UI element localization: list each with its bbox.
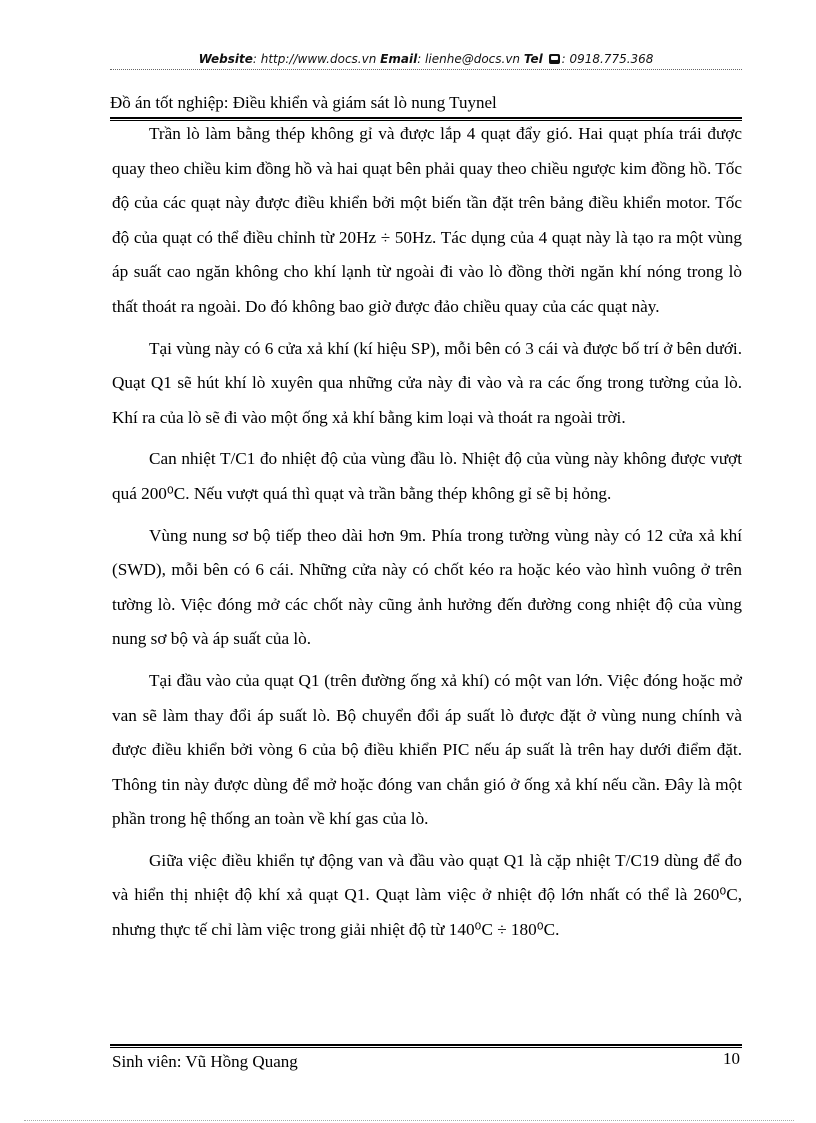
paragraph: Can nhiệt T/C1 đo nhiệt độ của vùng đầu lò. Nhiệt độ của vùng này không được vượt quá 200⁰C. Nếu vượt quá thì quạt và trần bằng thép không gỉ sẽ bị hỏng. [112,449,742,503]
page-number: 10 [723,1049,740,1068]
footer-divider [110,1044,742,1046]
footer-divider-thin [110,1047,742,1048]
site-header [110,52,742,68]
tel-label: Tel [523,52,543,66]
body-text [112,117,742,955]
paragraph: Trần lò làm bằng thép không gỉ và được lắp 4 quạt đẩy gió. Hai quạt phía trái được quay theo chiều kim đồng hồ và hai quạt bên phải quay theo chiều ngược kim đồng hồ. Tốc độ của các quạt này được điều khiển bởi một biến tần đặt trên bảng điều khiển motor. Tốc độ của quạt có thể điều chỉnh từ 20Hz ÷ 50Hz. Tác dụng của 4 quạt này là tạo ra một vùng áp suất cao ngăn không cho khí lạnh từ ngoài đi vào lò đồng thời ngăn khí nóng trong lò thất thoát ra ngoài. Do đó không bao giờ được đảo chiều quay của các quạt này. [112,124,742,316]
phone-icon [549,54,560,64]
page-bottom-border [24,1120,794,1121]
paragraph: Giữa việc điều khiển tự động van và đầu vào quạt Q1 là cặp nhiệt T/C19 dùng để đo và hiển thị nhiệt độ khí xả quạt Q1. Quạt làm việc ở nhiệt độ lớn nhất có thể là 260⁰C, nhưng thực tế chỉ làm việc trong giải nhiệt độ từ 140⁰C ÷ 180⁰C. [112,850,742,940]
email-link[interactable]: : lienhe@docs.vn [417,52,521,66]
document-title: Đồ án tốt nghiệp: Điều khiển và giám sát lò nung Tuynel [110,93,497,112]
footer-student-name: Sinh viên: Vũ Hồng Quang [112,1052,298,1071]
website-link[interactable]: : http://www.docs.vn [252,52,377,66]
header-divider [110,69,742,70]
website-label: Website [198,52,253,66]
paragraph: Tại đầu vào của quạt Q1 (trên đường ống xả khí) có một van lớn. Việc đóng hoặc mở van sẽ làm thay đổi áp suất lò. Bộ chuyển đổi áp suất lò được đặt ở vùng nung chính và được điều khiển bởi vòng 6 của bộ điều khiển PIC nếu áp suất là trên hay dưới điểm đặt. Thông tin này được dùng để mở hoặc đóng van chắn gió ở ống xả khí nếu cần. Đây là một phần trong hệ thống an toàn về khí gas của lò. [112,670,742,829]
email-label: Email [380,52,418,66]
paragraph: Tại vùng này có 6 cửa xả khí (kí hiệu SP), mỗi bên có 3 cái và được bố trí ở bên dưới. Quạt Q1 sẽ hút khí lò xuyên qua những cửa này đi vào và ra các ống trong tường của lò. Khí ra của lò sẽ đi vào một ống xả khí bằng kim loại và thoát ra ngoài trời. [112,338,742,427]
paragraph: Vùng nung sơ bộ tiếp theo dài hơn 9m. Phía trong tường vùng này có 12 cửa xả khí (SWD), mỗi bên có 6 cái. Những cửa này có chốt kéo ra hoặc kéo vào hình vuông ở trên tường lò. Việc đóng mở các chốt này cũng ảnh hưởng đến đường cong nhiệt độ của vùng nung sơ bộ và áp suất của lò. [112,525,742,649]
tel-value: : 0918.775.368 [561,52,654,66]
